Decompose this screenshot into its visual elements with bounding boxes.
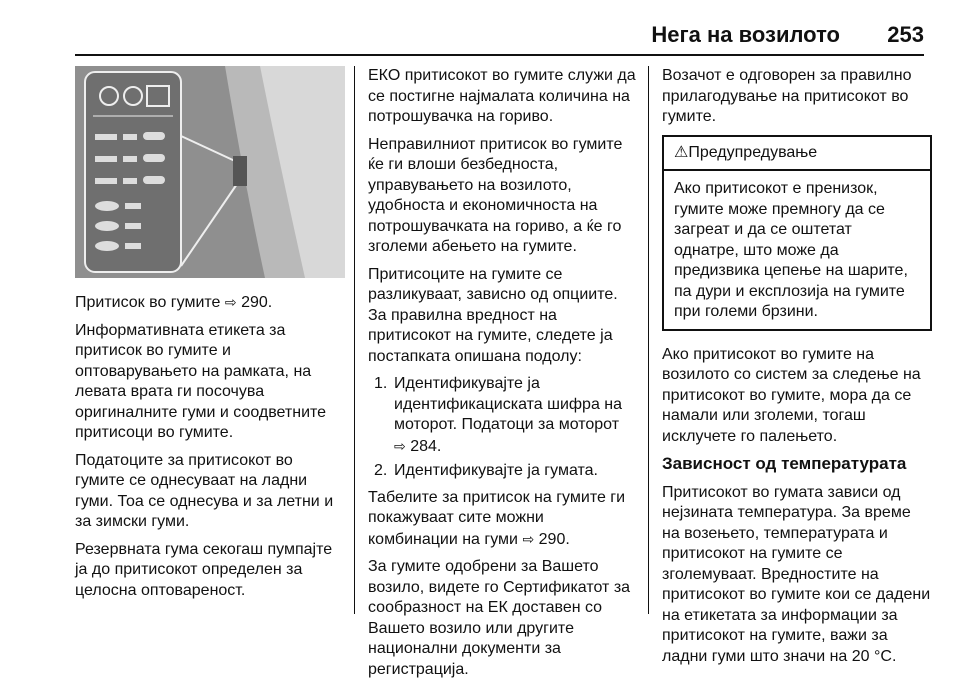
photo-caption	[75, 292, 345, 314]
paragraph: Резервната гума секогаш пумпајте ја до притисокот определен за целосна оптовареност.	[75, 540, 333, 599]
paragraph: За гумите одобрени за Вашето возило, видете го Сертификатот за сообразност на ЕК доставен со Вашето возило или другите национални документи за регистрација.	[368, 558, 631, 678]
step-number: 2.	[374, 462, 388, 479]
step-number: 1.	[374, 375, 388, 392]
paragraph: Неправилниот притисок во гумите ќе ги влоши безбедноста, управувањето на возилото, удобноста и економичноста на потрошувачката на гориво, а ќе го зголеми абењето на гумите.	[368, 135, 623, 255]
paragraph: Притисокот во гумата зависи од нејзината температура. За време на возењето, температурата и притисокот на гумите се зголемуваат. Вредностите на притисокот во гумите кои се дадени на етикетата за информации за притисокот на гумите, важи за ладни гуми што значи на 20 °C.	[662, 483, 931, 665]
warning-body: Ако притисокот е пренизок, гумите може премногу да се загреат и да се оштетат однатре, што може да предизвика цепење на шарите, па дури и експлозија на гумите при големи брзини.	[674, 180, 908, 320]
tire-label-photo	[75, 66, 345, 278]
ref-arrow-icon: ⇨	[522, 530, 535, 547]
list-item	[368, 374, 636, 457]
paragraph	[368, 488, 636, 551]
list-item	[368, 461, 636, 482]
column-divider	[648, 66, 649, 614]
column-right	[662, 66, 932, 674]
step-text: Идентификувајте ја гумата.	[394, 462, 598, 479]
caption-text: Притисок во гумите	[75, 294, 221, 311]
page-header	[0, 0, 960, 60]
header-title: Нега на возилото	[651, 22, 840, 47]
door-frame-illustration	[75, 66, 345, 278]
ref-arrow-icon: ⇨	[394, 437, 406, 454]
paragraph-ref[interactable]: 290.	[538, 530, 570, 548]
column-middle	[368, 66, 636, 687]
page-number: 253	[887, 22, 924, 47]
step-ref[interactable]: 284.	[410, 437, 442, 455]
steps-list	[368, 374, 636, 482]
warning-box	[662, 135, 932, 331]
column-divider	[354, 66, 355, 614]
column-left	[75, 66, 345, 608]
paragraph: Возачот е одговорен за правилно прилагодување на притисокот во гумите.	[662, 67, 912, 125]
warning-triangle-icon: ⚠	[674, 143, 689, 161]
paragraph: Податоците за притисокот во гумите се однесуваат на ладни гуми. Тоа се однесува и за летни и за зимски гуми.	[75, 451, 334, 530]
step-text: Идентификувајте ја идентификациската шифра на моторот. Податоци за моторот	[394, 375, 623, 433]
paragraph: Притисоците на гумите се разликуваат, зависно од опциите. За правилна вредност на притисокот на гумите, следете ја постапката опишана подолу:	[368, 265, 618, 365]
paragraph: ЕКО притисокот во гумите служи да се постигне најмалата количина на потрошувачка на гориво.	[368, 67, 636, 125]
paragraph: Ако притисокот во гумите на возилото со систем за следење на притисокот во гумите, мора да се намали или зголеми, тогаш исклучете го палењето.	[662, 345, 921, 445]
ref-arrow-icon: ⇨	[224, 294, 237, 310]
warning-title-text: Предупредување	[688, 143, 818, 161]
paragraph-text: Табелите за притисок на гумите ги покажуваат сите можни комбинации на гуми	[368, 488, 626, 548]
warning-title	[664, 137, 930, 172]
header-rule	[75, 54, 924, 56]
caption-ref[interactable]: 290.	[241, 294, 273, 311]
paragraph: Информативната етикета за притисок во гумите и оптоварувањето на рамката, на левата врата ги посочува оригиналните гуми и соодветните притисоци во гумите.	[75, 321, 327, 441]
section-heading: Зависност од температурата	[662, 454, 907, 473]
